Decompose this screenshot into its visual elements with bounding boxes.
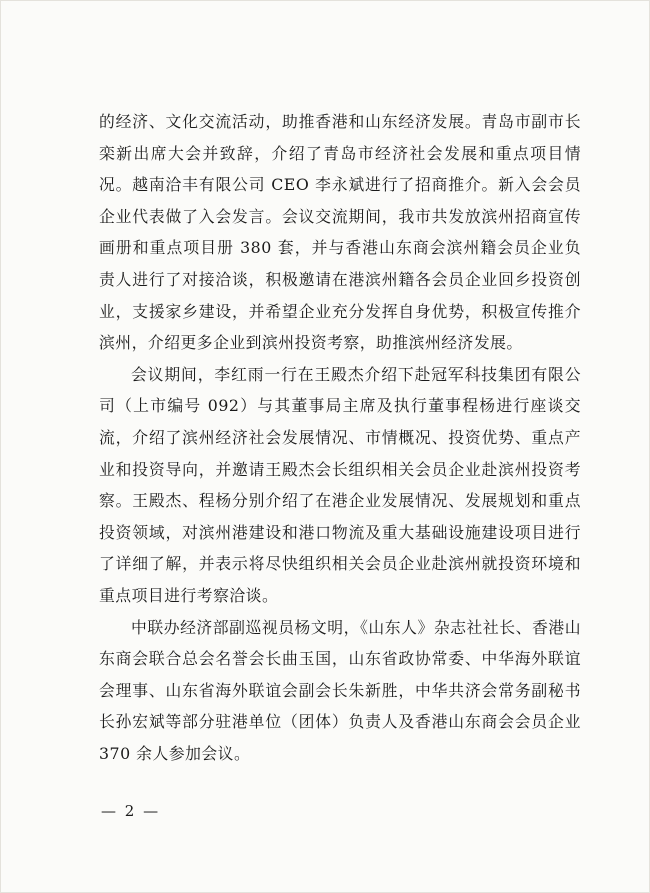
paragraph-1: 的经济、文化交流活动，助推香港和山东经济发展。青岛市副市长栾新出席大会并致辞，介绍了青岛市经济社会发展和重点项目情况。越南洽丰有限公司 CEO 李永斌进行了招商推介。新入会会员企业代表做了入会发言。会议交流期间，我市共发放滨州招商宣传画册和重点项目册 380 套，并与香港山东商会滨州籍会员企业负责人进行了对接洽谈，积极邀请在港滨州籍各会员企业回乡投资创业，支援家乡建设，并希望企业充分发挥自身优势，积极宣传推介滨州，介绍更多企业到滨州投资考察，助推滨州经济发展。	[99, 112, 581, 353]
document-body	[99, 106, 581, 769]
paragraph-2: 会议期间，李红雨一行在王殿杰介绍下赴冠军科技集团有限公司（上市编号 092）与其董事局主席及执行董事程杨进行座谈交流，介绍了滨州经济社会发展情况、市情概况、投资优势、重点产业和投资导向，并邀请王殿杰会长组织相关会员企业赴滨州投资考察。王殿杰、程杨分别介绍了在港企业发展情况、发展规划和重点投资领域，对滨州港建设和港口物流及重大基础设施建设项目进行了详细了解，并表示将尽快组织相关会员企业赴滨州就投资环境和重点项目进行考察洽谈。	[99, 364, 581, 605]
paragraph-3: 中联办经济部副巡视员杨文明，《山东人》杂志社社长、香港山东商会联合总会名誉会长曲玉国，山东省政协常委、中华海外联谊会理事、山东省海外联谊会副会长朱新胜，中华共济会常务副秘书长孙宏斌等部分驻港单位（团体）负责人及香港山东商会会员企业 370 余人参加会议。	[99, 617, 581, 763]
page-number: — 2 —	[101, 802, 161, 820]
